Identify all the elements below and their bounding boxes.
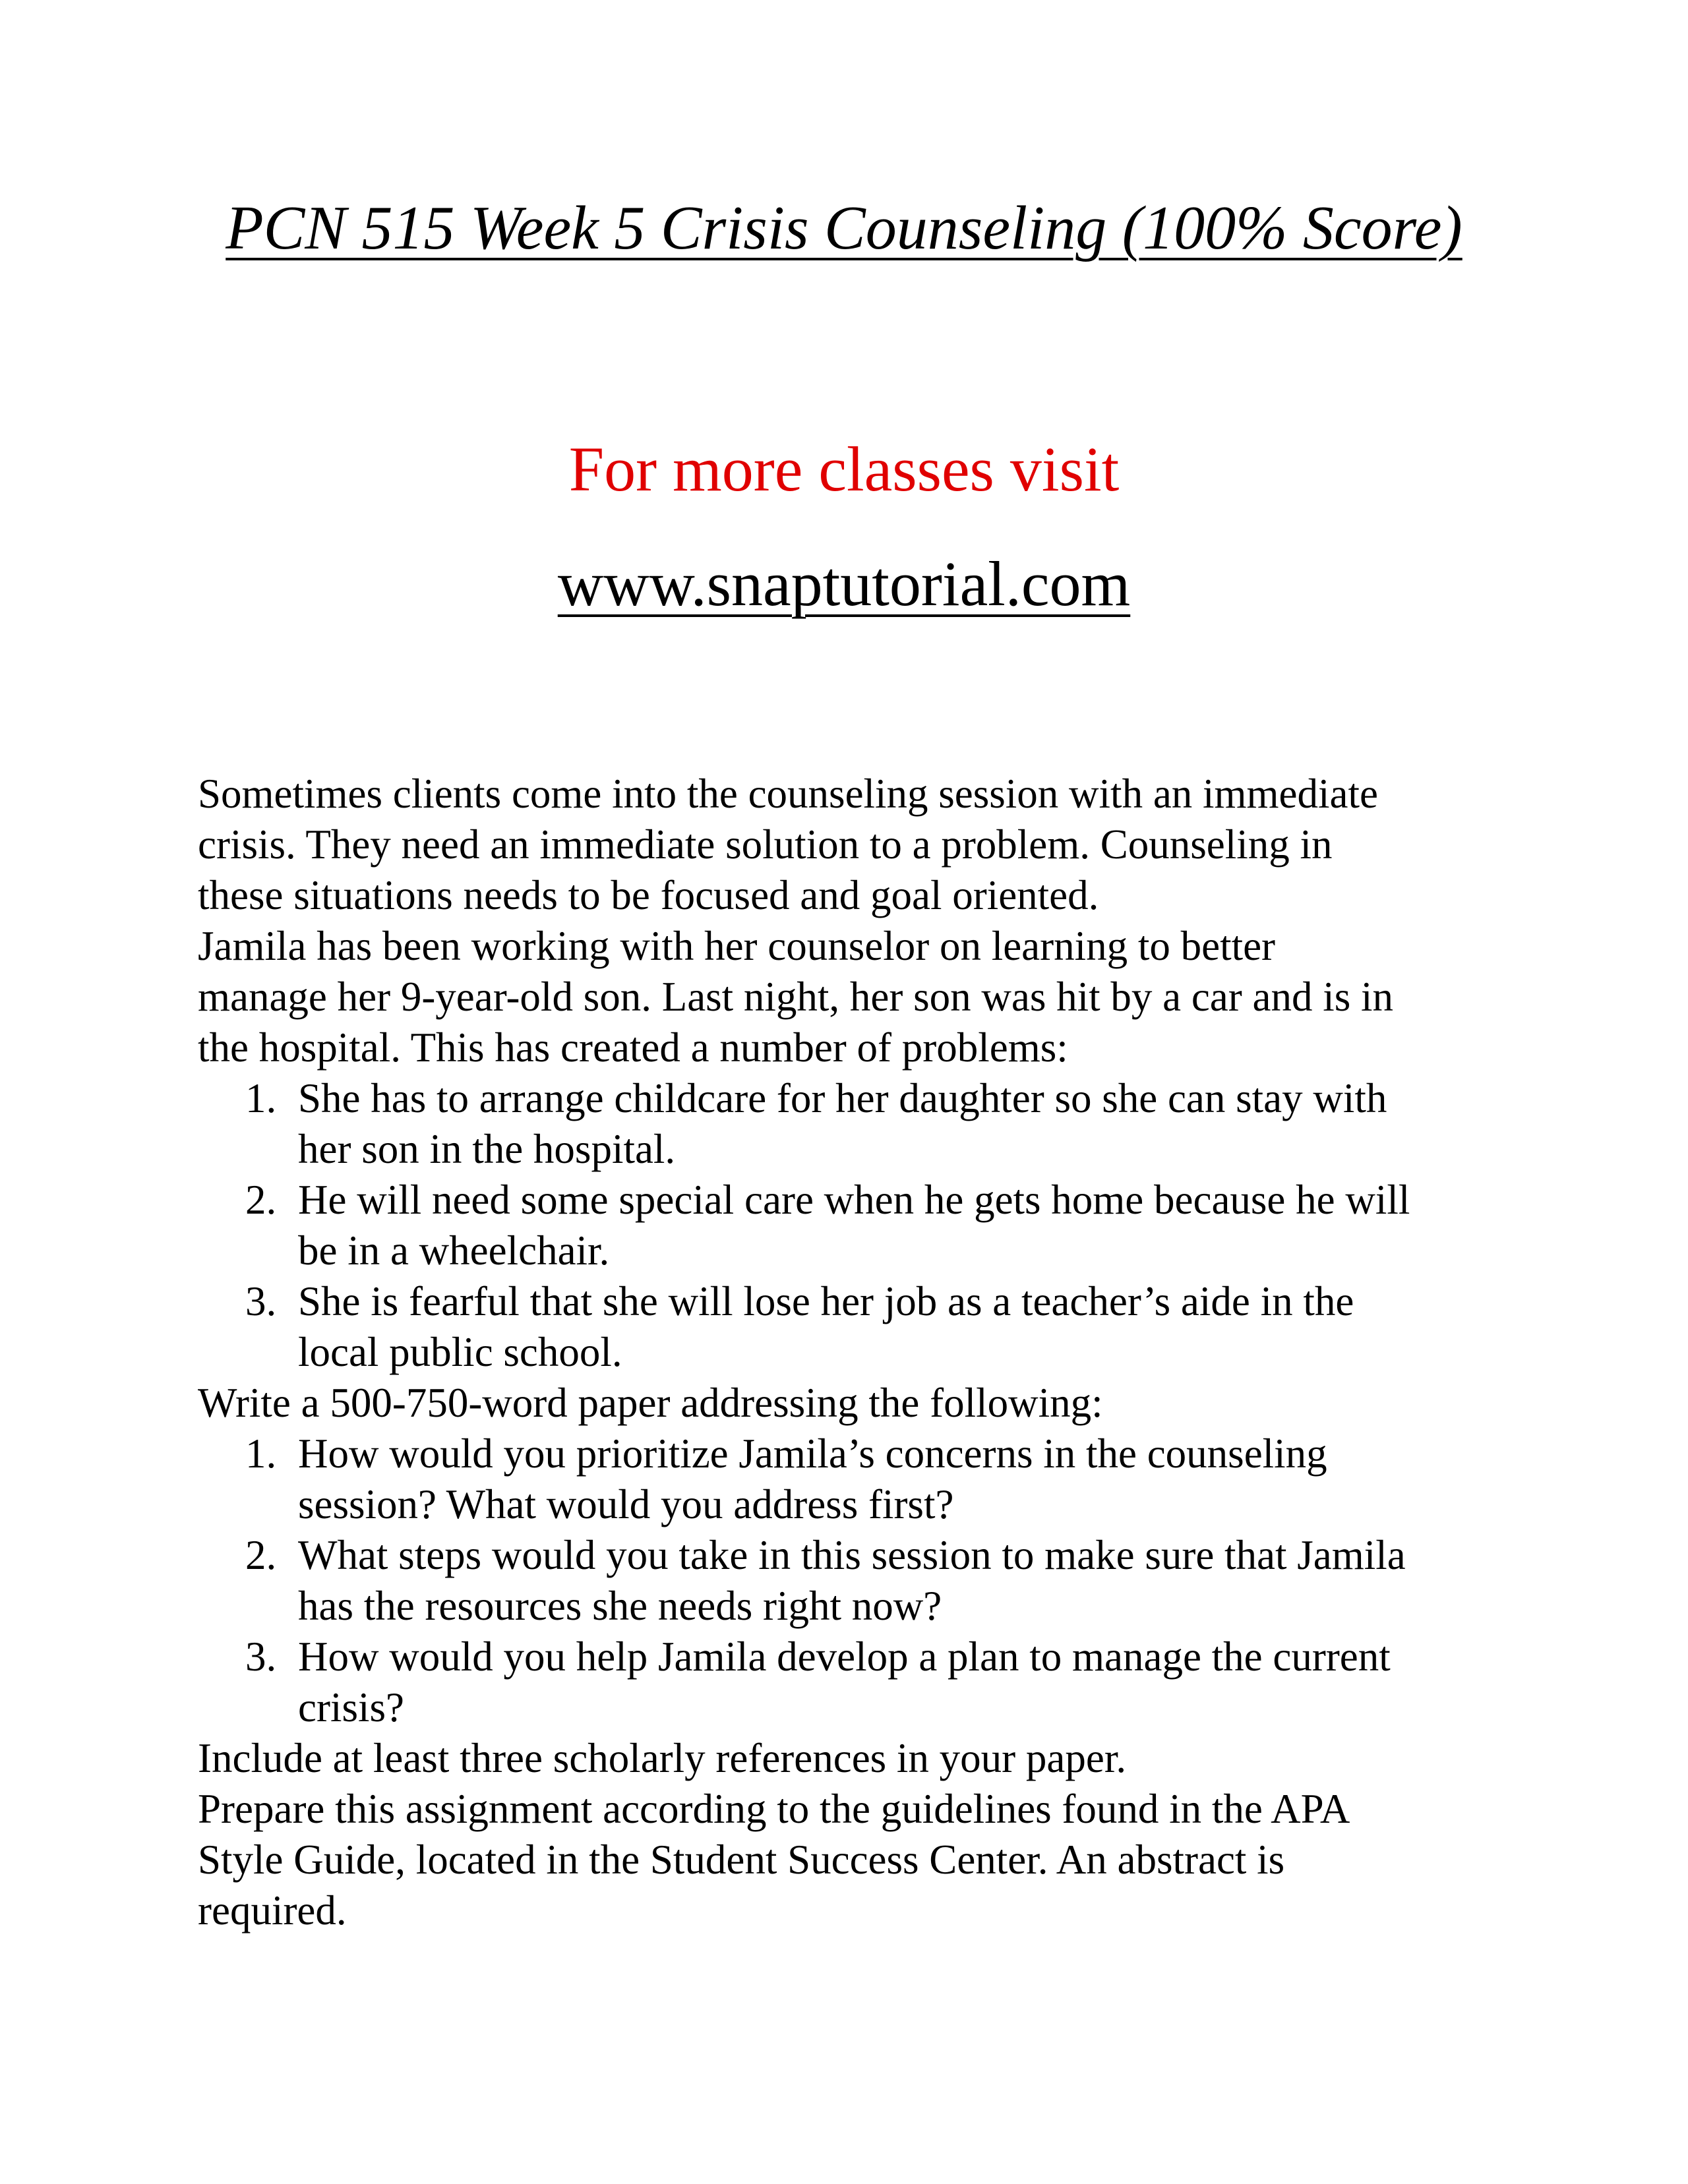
list-item-line: her son in the hospital. bbox=[298, 1126, 676, 1172]
list-item bbox=[198, 1632, 1517, 1733]
intro-line: crisis. They need an immediate solution to a problem. Counseling in bbox=[198, 821, 1333, 868]
assignment-intro: Write a 500-750-word paper addressing the following: bbox=[198, 1380, 1103, 1426]
website-link-text[interactable]: www.snaptutorial.com bbox=[557, 548, 1131, 619]
problems-list bbox=[198, 1073, 1517, 1378]
list-item-line: has the resources she needs right now? bbox=[298, 1583, 942, 1629]
scenario-paragraph bbox=[198, 921, 1517, 1073]
intro-line: these situations needs to be focused and goal oriented. bbox=[198, 872, 1099, 918]
list-item-line: What steps would you take in this session to make sure that Jamila bbox=[298, 1532, 1406, 1578]
list-number: 3. bbox=[245, 1634, 277, 1680]
scenario-line: the hospital. This has created a number of problems: bbox=[198, 1024, 1068, 1071]
intro-line: Sometimes clients come into the counseling session with an immediate bbox=[198, 771, 1378, 817]
references-line: Include at least three scholarly references in your paper. bbox=[198, 1735, 1127, 1781]
apa-paragraph bbox=[198, 1784, 1517, 1936]
list-item bbox=[198, 1530, 1517, 1632]
scenario-line: Jamila has been working with her counselor on learning to better bbox=[198, 923, 1276, 969]
list-item-line: She has to arrange childcare for her daughter so she can stay with bbox=[298, 1075, 1387, 1121]
list-number: 1. bbox=[245, 1431, 277, 1477]
intro-paragraph bbox=[198, 769, 1517, 921]
list-item-line: session? What would you address first? bbox=[298, 1481, 954, 1527]
list-number: 2. bbox=[245, 1532, 277, 1578]
list-item-line: How would you help Jamila develop a plan to manage the current bbox=[298, 1634, 1391, 1680]
scenario-line: manage her 9-year-old son. Last night, her son was hit by a car and is in bbox=[198, 974, 1393, 1020]
apa-line: required. bbox=[198, 1887, 347, 1933]
apa-line: Style Guide, located in the Student Success Center. An abstract is bbox=[198, 1837, 1285, 1883]
list-item bbox=[198, 1429, 1517, 1530]
list-item-line: She is fearful that she will lose her job as a teacher’s aide in the bbox=[298, 1278, 1354, 1324]
list-item-line: be in a wheelchair. bbox=[298, 1227, 610, 1274]
document-body bbox=[198, 769, 1517, 1936]
list-item-line: He will need some special care when he gets home because he will bbox=[298, 1177, 1410, 1223]
website-link[interactable] bbox=[0, 546, 1688, 622]
list-item bbox=[198, 1175, 1517, 1276]
document-title: PCN 515 Week 5 Crisis Counseling (100% Score) bbox=[226, 194, 1462, 262]
list-number: 3. bbox=[245, 1278, 277, 1324]
questions-list bbox=[198, 1429, 1517, 1733]
list-item bbox=[198, 1276, 1517, 1378]
list-number: 2. bbox=[245, 1177, 277, 1223]
list-item-line: local public school. bbox=[298, 1329, 622, 1375]
promo-text: For more classes visit bbox=[568, 434, 1120, 504]
apa-line: Prepare this assignment according to the guidelines found in the APA bbox=[198, 1786, 1350, 1832]
list-item-line: crisis? bbox=[298, 1684, 404, 1730]
list-item-line: How would you prioritize Jamila’s concerns in the counseling bbox=[298, 1431, 1327, 1477]
list-item bbox=[198, 1073, 1517, 1175]
list-number: 1. bbox=[245, 1075, 277, 1121]
